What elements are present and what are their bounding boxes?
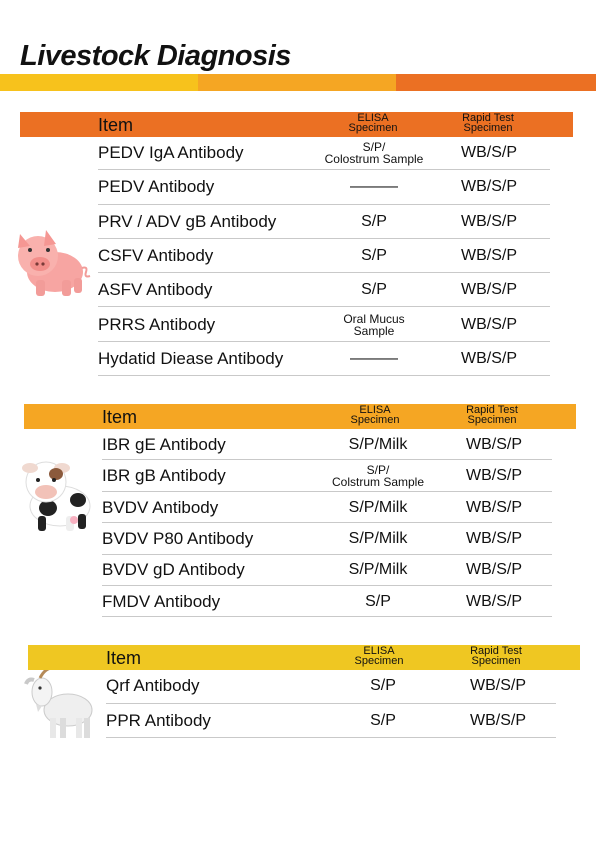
item-cell: IBR gB Antibody <box>102 466 226 486</box>
elisa-cell: S/P <box>361 247 387 265</box>
rapid-cell: WB/S/P <box>465 498 522 516</box>
title-strip-middle <box>198 74 396 91</box>
page-title: Livestock Diagnosis <box>20 40 291 72</box>
rapid-cell: WB/S/P <box>460 315 517 333</box>
title-strip-right <box>396 74 596 91</box>
rapid-cell: WB/S/P <box>469 711 526 729</box>
elisa-cell: ——— <box>350 349 398 367</box>
rapid-cell: WB/S/P <box>465 592 522 610</box>
header-elisa-label: ELISA Specimen <box>350 404 400 426</box>
header-item-label: Item <box>102 407 138 427</box>
elisa-line: S/P/ <box>366 463 390 478</box>
rapid-cell: WB/S/P <box>460 281 517 299</box>
cow-icon <box>10 450 98 534</box>
title-strip-left <box>0 74 198 91</box>
elisa-cell: S/P/Milk <box>348 498 408 516</box>
header-rapid-label: Rapid Test Specimen <box>462 112 514 134</box>
rapid-cell: WB/S/P <box>465 529 522 547</box>
item-cell: PRRS Antibody <box>98 314 216 334</box>
elisa-cell: S/P <box>370 677 396 695</box>
elisa-cell <box>313 141 435 165</box>
header-rapid-label: Rapid Test Specimen <box>466 404 518 426</box>
rapid-cell: WB/S/P <box>460 178 517 196</box>
elisa-cell: S/P <box>361 281 387 299</box>
elisa-line: Oral Mucus <box>343 311 405 326</box>
rapid-cell: WB/S/P <box>460 247 517 265</box>
elisa-cell: S/P/Milk <box>348 529 408 547</box>
elisa-line: Colostrum Sample <box>324 152 424 167</box>
header-item-label: Item <box>106 648 142 668</box>
header-elisa-label: ELISA Specimen <box>348 112 398 134</box>
item-cell: BVDV gD Antibody <box>102 560 245 580</box>
header-item-label: Item <box>98 115 134 135</box>
elisa-cell: S/P <box>365 592 391 610</box>
item-cell: Qrf Antibody <box>106 676 200 696</box>
rapid-cell: WB/S/P <box>469 677 526 695</box>
elisa-line: S/P/ <box>362 140 386 155</box>
elisa-cell: S/P <box>370 711 396 729</box>
item-cell: PRV / ADV gB Antibody <box>98 211 277 231</box>
item-cell: CSFV Antibody <box>98 246 214 266</box>
item-cell: IBR gE Antibody <box>102 434 226 454</box>
rapid-cell: WB/S/P <box>465 435 522 453</box>
elisa-cell <box>313 313 435 337</box>
item-cell: Hydatid Diease Antibody <box>98 348 284 368</box>
elisa-line: Sample <box>353 323 395 338</box>
item-cell: ASFV Antibody <box>98 280 213 300</box>
header-rapid-label: Rapid Test Specimen <box>470 645 522 667</box>
item-cell: BVDV Antibody <box>102 497 219 517</box>
rapid-cell: WB/S/P <box>460 212 517 230</box>
item-cell: PEDV Antibody <box>98 177 215 197</box>
rapid-cell: WB/S/P <box>465 561 522 579</box>
elisa-cell: S/P <box>361 212 387 230</box>
elisa-line: Colstrum Sample <box>331 475 425 490</box>
item-cell: BVDV P80 Antibody <box>102 528 254 548</box>
pig-icon <box>10 222 92 300</box>
elisa-cell: S/P/Milk <box>348 435 408 453</box>
rapid-cell: WB/S/P <box>460 349 517 367</box>
elisa-cell <box>317 464 439 488</box>
header-elisa-label: ELISA Specimen <box>354 645 404 667</box>
item-cell: FMDV Antibody <box>102 591 221 611</box>
elisa-cell: S/P/Milk <box>348 561 408 579</box>
elisa-cell: ——— <box>350 178 398 196</box>
goat-icon <box>22 662 100 742</box>
rapid-cell: WB/S/P <box>460 144 517 162</box>
rapid-cell: WB/S/P <box>465 467 522 485</box>
item-cell: PPR Antibody <box>106 710 211 730</box>
item-cell: PEDV IgA Antibody <box>98 143 244 163</box>
